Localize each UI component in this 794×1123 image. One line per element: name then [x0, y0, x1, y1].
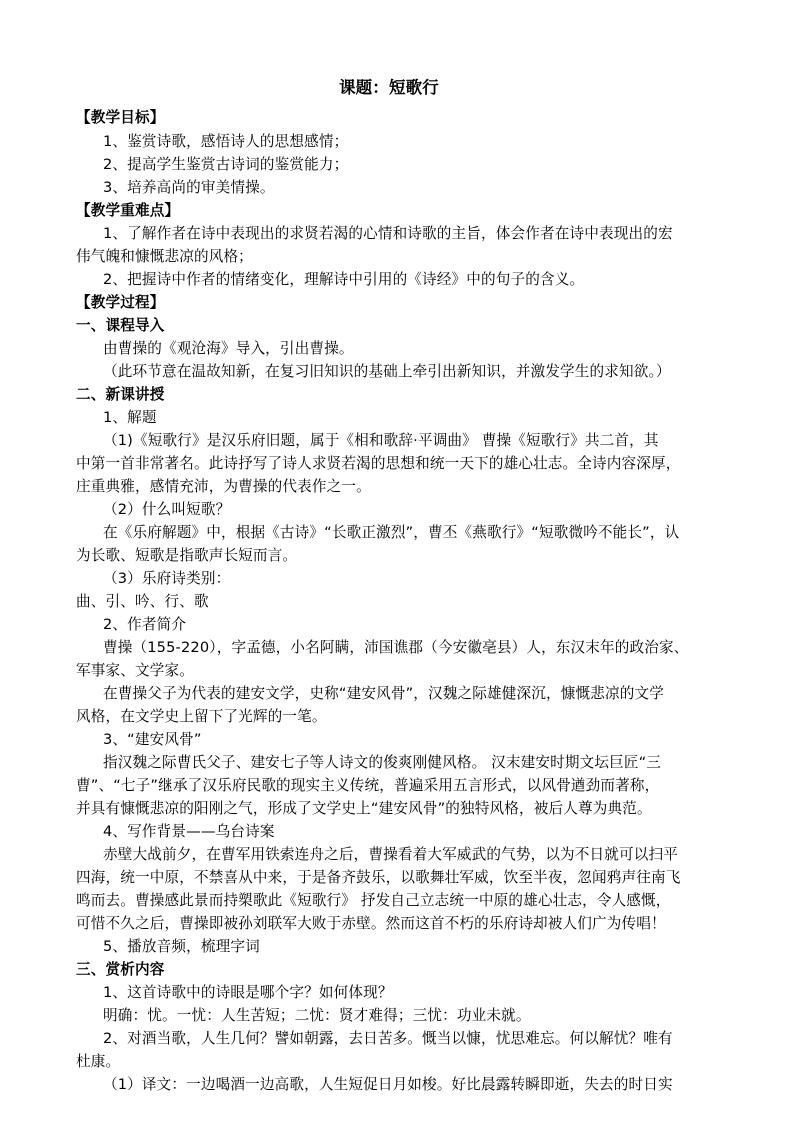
text-line: 2、对酒当歌，人生几何？譬如朝露，去日苦多。慨当以慷，忧思难忘。何以解忧？唯有 — [103, 1030, 673, 1047]
text-line: 3、培养高尚的审美情操。 — [103, 179, 275, 196]
text-line: 由曹操的《观沧海》导入，引出曹操。 — [103, 340, 354, 357]
text-line: （1)《短歌行》是汉乐府旧题，属于《相和歌辞·平调曲》 曹操《短歌行》共二首，其 — [103, 432, 659, 449]
text-line: 曲、引、吟、行、歌 — [76, 593, 209, 610]
text-line: 5、播放音频，梳理字词 — [103, 938, 260, 955]
text-line: 在曹操父子为代表的建安文学，史称“建安风骨”，汉魏之际雄健深沉，慷慨悲凉的文学 — [103, 685, 664, 702]
subsection-heading: 二、新课讲授 — [76, 386, 165, 403]
text-line: 3、“建安风骨” — [103, 731, 202, 748]
text-line: （1）译文：一边喝酒一边高歌，人生短促日月如梭。好比晨露转瞬即逝，失去的时日实 — [103, 1076, 673, 1093]
text-line: 2、提高学生鉴赏古诗词的鉴赏能力； — [103, 156, 349, 173]
text-line: （2）什么叫短歌？ — [103, 501, 231, 518]
text-line: 伟气魄和慷慨悲凉的风格； — [76, 248, 253, 265]
text-line: 2、把握诗中作者的情绪变化，理解诗中引用的《诗经》中的句子的含义。 — [103, 271, 585, 288]
text-line: 并具有慷慨悲凉的阳刚之气，形成了文学史上“建安风骨”的独特风格，被后人尊为典范。 — [76, 800, 652, 817]
text-line: （3）乐府诗类别： — [103, 570, 231, 587]
text-line: 曹操（155-220），字孟德，小名阿瞒，沛国谯郡（今安徽亳县）人，东汉末年的政治家、 — [103, 639, 689, 656]
text-line: 1、这首诗歌中的诗眼是哪个字？如何体现？ — [103, 984, 393, 1001]
subsection-heading: 一、课程导入 — [76, 317, 165, 334]
text-line: 2、作者简介 — [103, 616, 187, 633]
text-line: 杜康。 — [76, 1053, 121, 1070]
text-line: 四海，统一中原，不禁喜从中来，于是备齐鼓乐，以歌舞壮军威，饮至半夜，忽闻鸦声往南飞 — [76, 869, 681, 886]
text-line: 4、写作背景——乌台诗案 — [103, 823, 275, 840]
text-line: 赤壁大战前夕，在曹军用铁索连舟之后，曹操看着大军威武的气势，以为不日就可以扫平 — [103, 846, 679, 863]
text-line: 庄重典雅，感情充沛，为曹操的代表作之一。 — [76, 478, 371, 495]
text-line: 1、了解作者在诗中表现出的求贤若渴的心情和诗歌的主旨，体会作者在诗中表现出的宏 — [103, 225, 673, 242]
text-line: 为长歌、短歌是指歌声长短而言。 — [76, 547, 298, 564]
text-line: 指汉魏之际曹氏父子、建安七子等人诗文的俊爽刚健风格。 汉末建安时期文坛巨匠“三 — [103, 754, 662, 771]
text-line: 在《乐府解题》中，根据《古诗》“长歌正激烈”，曹丕《燕歌行》“短歌微吟不能长”，认 — [103, 524, 680, 541]
text-line: 风格，在文学史上留下了光辉的一笔。 — [76, 708, 327, 725]
text-line: 曹”、“七子”继承了汉乐府民歌的现实主义传统，普遍采用五言形式，以风骨遒劲而著称， — [76, 777, 660, 794]
text-line: 可惜不久之后，曹操即被孙刘联军大败于赤壁。然而这首不朽的乐府诗却被人们广为传唱！ — [76, 915, 666, 932]
text-line: 鸣而去。曹操感此景而持槊歌此《短歌行》 抒发自己立志统一中原的雄心壮志，令人感慨， — [76, 892, 671, 909]
section-heading-objectives: 【教学目标】 — [76, 109, 165, 126]
section-heading-key-points: 【教学重难点】 — [76, 202, 180, 219]
text-line: （此环节意在温故知新，在复习旧知识的基础上牵引出新知识，并激发学生的求知欲。） — [103, 363, 671, 380]
text-line: 中第一首非常著名。此诗抒写了诗人求贤若渴的思想和统一天下的雄心壮志。全诗内容深厚， — [76, 455, 681, 472]
text-line: 1、解题 — [103, 409, 157, 426]
page-title: 课题：短歌行 — [339, 78, 439, 97]
section-heading-process: 【教学过程】 — [76, 294, 165, 311]
text-line: 明确：忧。一忧：人生苦短；二忧：贤才难得；三忧：功业未就。 — [103, 1007, 531, 1024]
subsection-heading: 三、赏析内容 — [76, 961, 165, 978]
text-line: 军事家、文学家。 — [76, 662, 194, 679]
text-line: 1、鉴赏诗歌，感悟诗人的思想感情； — [103, 133, 349, 150]
